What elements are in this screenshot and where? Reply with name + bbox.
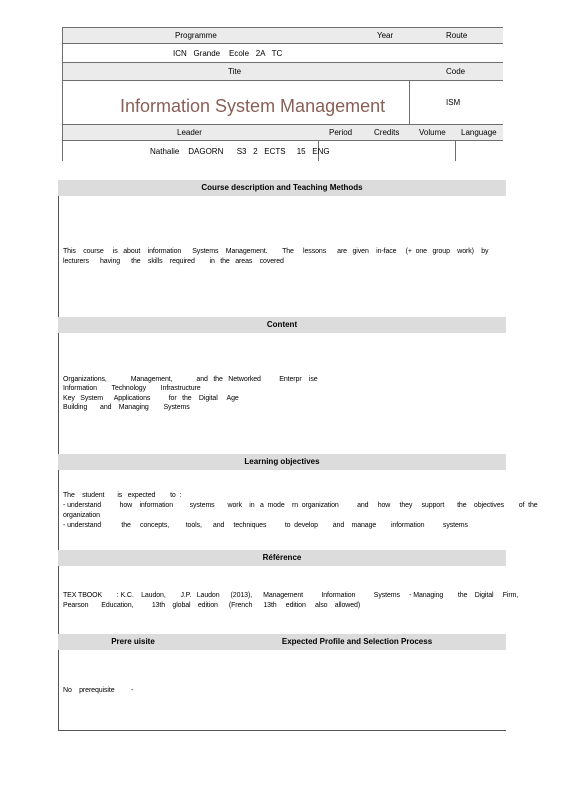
title-label: Tite [228,67,242,76]
description-line-2: lecturers having the skills required in the areas covered [63,258,284,265]
objectives-heading: Learning objectives [58,454,506,470]
prerequisite-line-1: No prerequisite - [63,687,134,694]
code-label: Code [446,67,466,76]
credits-label: Credits [374,128,400,137]
objectives-line-1: The student is expected to : [63,492,182,499]
leader-value: Nathalie DAGORN S3 2 ECTS 15 ENG [150,147,330,156]
language-label: Language [461,128,497,137]
leader-label: Leader [177,128,202,137]
code-value: ISM [446,98,461,107]
expected-profile-heading: Expected Profile and Selection Process [208,634,506,650]
objectives-line-2: - understand how information systems work in a mode rn organization and how they support the objectives of the [63,502,538,509]
programme-label: Programme [175,31,217,40]
volume-label: Volume [419,128,446,137]
reference-heading: Référence [58,550,506,566]
programme-value: ICN Grande Ecole 2A TC [173,49,283,58]
content-line-4: Building and Managing Systems [63,404,190,411]
content-line-3: Key System Applications for the Digital Age [63,395,239,402]
route-label: Route [446,31,468,40]
reference-line-2: Pearson Education, 13th global edition (French 13th edition also allowed) [63,602,361,609]
content-heading: Content [58,317,506,333]
objectives-line-4: - understand the concepts, tools, and techniques to develop and manage information systems [63,522,468,529]
content-line-2: Information Technology Infrastructure [63,385,201,392]
description-line-1: This course is about information Systems Management. The lessons are given in-face (+ one group work) by [63,248,489,255]
reference-line-1: TEX TBOOK : K.C. Laudon, J.P. Laudon (2013), Management Information Systems - Managing the Digital Firm, [63,592,519,599]
content-line-1: Organizations, Management, and the Networked Enterpr ise [63,376,318,383]
description-heading: Course description and Teaching Methods [58,180,506,196]
bottom-border [58,730,506,731]
prerequisite-heading: Prere uisite [58,634,208,650]
period-label: Period [329,128,353,137]
objectives-line-3: organization [63,512,100,519]
course-title: Information System Management [120,96,386,116]
year-label: Year [377,31,394,40]
